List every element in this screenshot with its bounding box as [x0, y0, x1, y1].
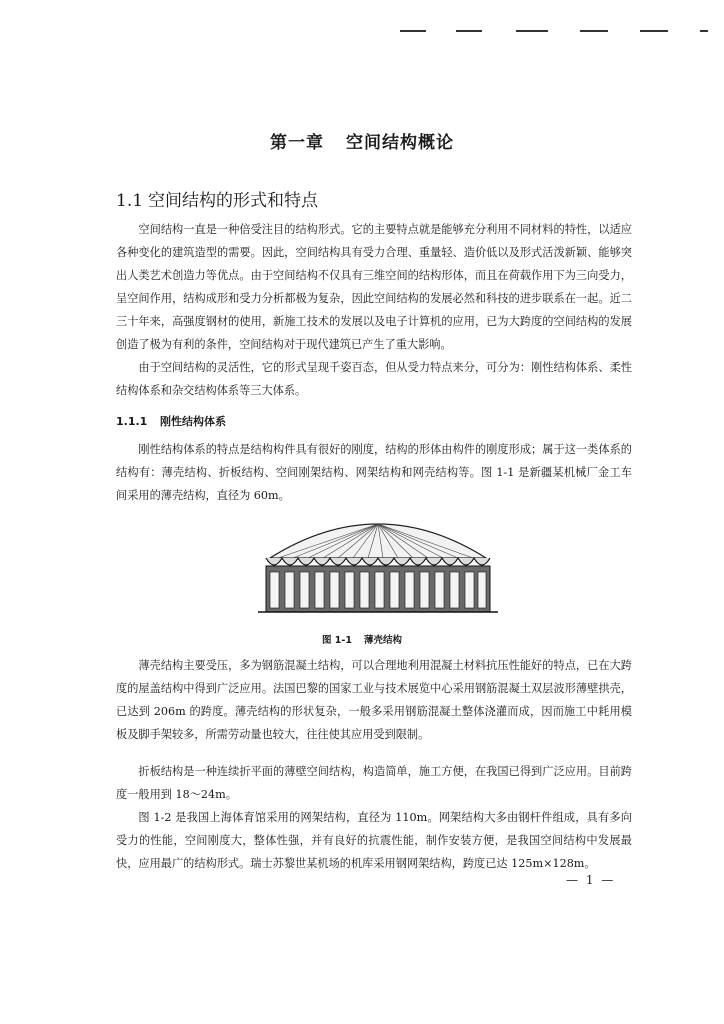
subsection-number: 1.1.1	[116, 415, 148, 428]
body-paragraph: 空间结构一直是一种倍受注目的结构形式。它的主要特点就是能够充分利用不同材料的特性，以适应各种变化的建筑造型的需要。因此，空间结构具有受力合理、重量轻、造价低以及形式活泼新颖、能够突出人类艺术创造力等优点。由于空间结构不仅具有三维空间的结构形体，而且在荷载作用下为三向受力，呈空间作用，结构成形和受力分析都极为复杂，因此空间结构的发展必然和科技的进步联系在一起。近二三十年来，高强度钢材的使用，新施工技术的发展以及电子计算机的应用，已为大跨度的空间结构的发展创造了极为有利的条件，空间结构对于现代建筑已产生了重大影响。	[116, 223, 632, 351]
figure-caption-text: 薄壳结构	[363, 635, 402, 646]
thin-shell-dome-figure	[248, 500, 508, 618]
page-number: — 1 —	[566, 873, 616, 887]
subsection-title: 刚性结构体系	[160, 415, 226, 428]
section-title: 空间结构的形式和特点	[148, 191, 318, 211]
body-paragraph: 刚性结构体系的特点是结构构件具有很好的刚度，结构的形体由构件的刚度形成；属于这一类体系的结构有：薄壳结构、折板结构、空间刚架结构、网架结构和网壳结构等。图 1-1 是新疆某机械厂金工车间采用的薄壳结构，直径为 60m。	[116, 443, 632, 502]
subsection-heading	[116, 413, 226, 429]
body-paragraph: 由于空间结构的灵活性，它的形式呈现千姿百态，但从受力特点来分，可分为：刚性结构体系、柔性结构体系和杂交结构体系等三大体系。	[116, 361, 632, 397]
figure-caption	[0, 632, 724, 646]
scan-header-marks	[0, 30, 724, 34]
chapter-number: 第一章	[270, 133, 324, 153]
chapter-name: 空间结构概论	[346, 133, 454, 153]
section-heading	[116, 186, 318, 211]
body-paragraph: 折板结构是一种连续折平面的薄壁空间结构，构造简单，施工方便，在我国已得到广泛应用。目前跨度一般用到 18～24m。	[116, 765, 632, 801]
section-number: 1.1	[116, 191, 144, 211]
body-paragraph: 薄壳结构主要受压，多为钢筋混凝土结构，可以合理地利用混凝土材料抗压性能好的特点，已在大跨度的屋盖结构中得到广泛应用。法国巴黎的国家工业与技术展览中心采用钢筋混凝土双层波形薄壁拱壳，已达到 206m 的跨度。薄壳结构的形状复杂，一般多采用钢筋混凝土整体浇灌而成，因而施工中耗用模板及脚手架较多，所需劳动量也较大，往往使其应用受到限制。	[116, 659, 632, 741]
figure-number: 图 1-1	[322, 635, 352, 646]
body-paragraph: 图 1-2 是我国上海体育馆采用的网架结构，直径为 110m。网架结构大多由钢杆件组成，具有多向受力的性能，空间刚度大，整体性强，并有良好的抗震性能，制作安装方便，是我国空间结构中发展最快，应用最广的结构形式。瑞士苏黎世某机场的机库采用钢网架结构，跨度已达 125m×128m。	[116, 811, 632, 870]
chapter-title	[0, 128, 724, 153]
